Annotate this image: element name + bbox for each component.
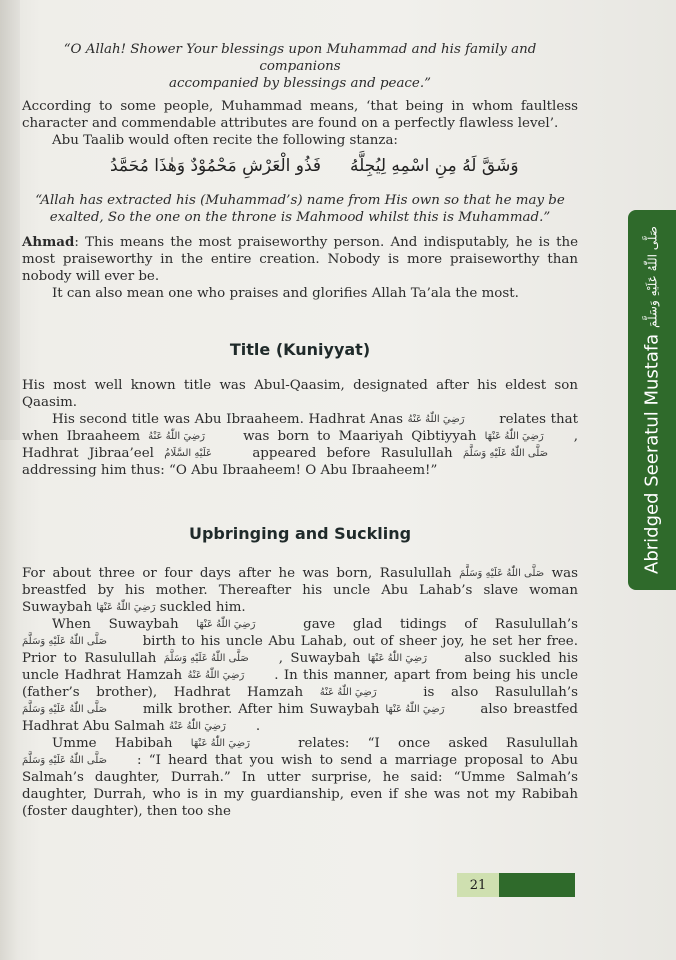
honorific-anhu: رَضِيَ اللّٰهُ عَنْهُ	[407, 414, 465, 425]
honorific-anhu: رَضِيَ اللّٰهُ عَنْهُ	[319, 687, 377, 698]
salawat-quote-line1: “O Allah! Shower Your blessings upon Muhammad and his family and companions	[63, 42, 537, 74]
honorific-anhu: رَضِيَ اللّٰهُ عَنْهُ	[169, 721, 226, 732]
arabic-stanza-right: وَشَقَّ لَهُ مِنِ اسْمِهِ لِيُجِلَّهُ	[350, 156, 519, 176]
honorific-anha: رَضِيَ اللّٰهُ عَنْهَا	[196, 619, 256, 630]
upbringing-section	[22, 565, 578, 820]
arabic-stanza-left: فَذُو الْعَرْشِ مَحْمُوْدٌ وَهٰذَا مُحَمَّدُ	[110, 156, 322, 176]
honorific-anha: رَضِيَ اللّٰهُ عَنْهَا	[367, 653, 427, 664]
honorific-anha: رَضِيَ اللّٰهُ عَنْهَا	[484, 431, 544, 442]
ahmad-term: Ahmad	[22, 234, 75, 250]
page-number: 21	[457, 873, 499, 897]
opening-section	[22, 41, 578, 149]
honorific-anha: رَضِيَ اللّٰهُ عَنْهَا	[385, 704, 445, 715]
kuniyyat-paragraph-2: His second title was Abu Ibraaheem. Hadhrat Anas رَضِيَ اللّٰهُ عَنْهُ relates that when Ibraaheem رَضِيَ اللّٰهُ عَنْهُ was born to Maariyah Qibtiyyah رَضِيَ اللّٰهُ عَنْهَا , Hadhrat Jibraa’eel عَلَيْهِ السَّلَامُ appeared before Rasulullah صَلَّى اللّٰهُ عَلَيْهِ وَسَلَّمَ addressing him thus: “O Abu Ibraaheem! O Abu Ibraaheem!”	[22, 412, 579, 478]
honorific-saw: صَلَّى اللّٰهُ عَلَيْهِ وَسَلَّمَ	[22, 636, 107, 647]
praises-paragraph: It can also mean one who praises and glorifies Allah Ta’ala the most.	[52, 286, 519, 301]
book-title-text	[642, 226, 663, 574]
muhammad-meaning-paragraph: According to some people, Muhammad means, ‘that being in whom faultless character and commendable attributes are found on a perfectly flawless level’.	[22, 99, 578, 131]
stanza-translation-block	[22, 192, 578, 302]
book-title-side-tab	[628, 210, 676, 590]
ahmad-paragraph	[22, 234, 578, 285]
honorific-saw: صَلَّى اللّٰهُ عَلَيْهِ وَسَلَّمَ	[459, 568, 545, 579]
salawat-quote-line2: accompanied by blessings and peace.”	[169, 76, 431, 91]
upbringing-paragraph-2: When Suwaybah رَضِيَ اللّٰهُ عَنْهَا gave glad tidings of Rasulullah’s صَلَّى اللّٰهُ عَلَيْهِ وَسَلَّمَ birth to his uncle Abu Lahab, out of sheer joy, he set her free. Prior to Rasulullah صَلَّى اللّٰهُ عَلَيْهِ وَسَلَّمَ , Suwaybah رَضِيَ اللّٰهُ عَنْهَا also suckled his uncle Hadhrat Hamzah رَضِيَ اللّٰهُ عَنْهُ . In this manner, apart from being his uncle (father’s brother), Hadhrat Hamzah رَضِيَ اللّٰهُ عَنْهُ is also Rasulullah’s صَلَّى اللّٰهُ عَلَيْهِ وَسَلَّمَ milk brother. After him Suwaybah رَضِيَ اللّٰهُ عَنْهَا also breastfed Hadhrat Abu Salmah رَضِيَ اللّٰهُ عَنْهُ .	[22, 617, 579, 734]
ahmad-text: : This means the most praiseworthy person. And indisputably, he is the most praiseworthy in the entire creation. Nobody is more praiseworthy than nobody will ever be.	[22, 235, 578, 284]
honorific-saw: صَلَّى اللّٰهُ عَلَيْهِ وَسَلَّمَ	[22, 755, 107, 766]
honorific-saw: صَلَّى اللّٰهُ عَلَيْهِ وَسَلَّمَ	[463, 448, 549, 459]
footer-accent-bar	[499, 873, 575, 897]
honorific-anha: رَضِيَ اللّٰهُ عَنْهَا	[96, 602, 156, 613]
honorific-anha: رَضِيَ اللّٰهُ عَنْهَا	[190, 738, 250, 749]
stanza-translation: “Allah has extracted his (Muhammad’s) name from His own so that he may be exalted, So the one on the throne is Mahmood whilst this is Muhammad.”	[35, 193, 565, 225]
upbringing-paragraph-1: For about three or four days after he was born, Rasulullah صَلَّى اللّٰهُ عَلَيْهِ وَسَلَّمَ was breastfed by his mother. Thereafter his uncle Abu Lahab’s slave woman Suwaybah رَضِيَ اللّٰهُ عَنْهَا suckled him.	[22, 566, 578, 615]
honorific-saw: صَلَّى اللّٰهُ عَلَيْهِ وَسَلَّمَ	[645, 226, 660, 329]
honorific-saw: صَلَّى اللّٰهُ عَلَيْهِ وَسَلَّمَ	[163, 653, 249, 664]
honorific-salam: عَلَيْهِ السَّلَامُ	[164, 448, 212, 459]
honorific-saw: صَلَّى اللّٰهُ عَلَيْهِ وَسَلَّمَ	[22, 704, 107, 715]
honorific-anhu: رَضِيَ اللّٰهُ عَنْهُ	[187, 670, 245, 681]
honorific-anhu: رَضِيَ اللّٰهُ عَنْهُ	[148, 431, 206, 442]
page-footer	[457, 873, 575, 897]
book-title: Abridged Seeratul Mustafa	[641, 333, 663, 574]
title-kuniyyat-heading: Title (Kuniyyat)	[229, 340, 371, 359]
upbringing-heading: Upbringing and Suckling	[188, 524, 412, 543]
kuniyyat-paragraph-1: His most well known title was Abul-Qaasim, designated after his eldest son Qaasim.	[22, 378, 578, 410]
kuniyyat-section	[22, 377, 578, 479]
previous-page-edge	[0, 0, 20, 440]
upbringing-paragraph-3: Umme Habibah رَضِيَ اللّٰهُ عَنْهَا relates: “I once asked Rasulullah صَلَّى اللّٰهُ عَلَيْهِ وَسَلَّمَ : “I heard that you wish to send a marriage proposal to Abu Salmah’s daughter, Durrah.” In utter surprise, he said: “Umme Salmah’s daughter, Durrah, who is in my guardianship, even if she was not my Rabibah (foster daughter), then too she	[22, 736, 578, 819]
abu-taalib-intro: Abu Taalib would often recite the following stanza:	[52, 133, 398, 148]
